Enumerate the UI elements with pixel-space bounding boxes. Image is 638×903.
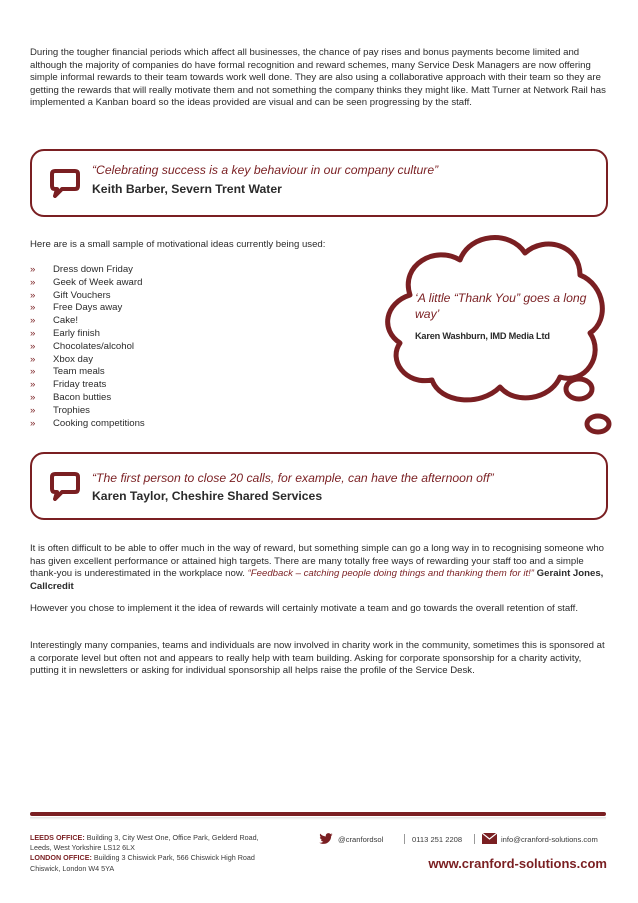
list-item-text: Friday treats <box>53 379 107 391</box>
list-item <box>30 354 145 367</box>
leeds-address-2: Leeds, West Yorkshire LS12 6LX <box>30 843 135 852</box>
quote-box-1 <box>30 149 608 217</box>
cloud-quote-author: Karen Washburn, IMD Media Ltd <box>415 331 550 341</box>
bullet-marker: » <box>30 417 36 429</box>
bullet-marker: » <box>30 353 36 365</box>
bullet-marker: » <box>30 302 36 314</box>
quote-box-2 <box>30 452 608 520</box>
list-item <box>30 264 145 277</box>
bullet-marker: » <box>30 315 36 327</box>
list-item <box>30 315 145 328</box>
charity-paragraph: Interestingly many companies, teams and individuals are now involved in charity work in the community, sometimes this is sponsored at a corporate level but often not and appears to really help with team building. Asking for corporate sponsorship for a charity activity, putting it in newsletters or asking for individual sponsorship all helps raise the profile of the Service Desk. <box>30 640 605 677</box>
list-item-text: Team meals <box>53 366 105 378</box>
quote-2-author: Karen Taylor, Cheshire Shared Services <box>92 489 323 503</box>
london-address-1: Building 3 Chiswick Park, 566 Chiswick High Road <box>93 853 255 862</box>
quote-1-text: “Celebrating success is a key behaviour in our company culture” <box>92 163 439 177</box>
twitter-bird-icon[interactable] <box>318 833 334 845</box>
leeds-address-1: Building 3, City West One, Office Park, Gelderd Road, <box>86 833 259 842</box>
list-item-text: Xbox day <box>53 353 94 365</box>
phone-number[interactable]: 0113 251 2208 <box>412 835 463 844</box>
email-link[interactable]: info@cranford-solutions.com <box>501 835 598 844</box>
list-item <box>30 366 145 379</box>
list-item <box>30 277 145 290</box>
list-item-text: Trophies <box>53 404 90 416</box>
list-item <box>30 379 145 392</box>
footer-divider <box>30 812 606 816</box>
bullet-marker: » <box>30 340 36 352</box>
envelope-icon[interactable] <box>482 833 497 844</box>
london-office-line-1 <box>30 853 255 863</box>
london-office-label: LONDON OFFICE: <box>30 853 92 862</box>
intro-paragraph: During the tougher financial periods which affect all businesses, the chance of pay rises and bonus payments become limited and although the majority of companies do have formal recognition and reward schemes, many Service Desk Managers are now offering simple informal rewards to their team towards work well done. They are also using a collaborative approach with their team so they are getting the rewards that will really motivate them and not something the company thinks they might like. Matt Turner at Network Rail has implemented a Kanban board so the ideas provided are visual and can be seen progressing by the staff. <box>30 47 606 109</box>
bullet-marker: » <box>30 327 36 339</box>
ideas-list <box>30 264 145 430</box>
speech-bubble-icon <box>50 168 80 198</box>
bullet-marker: » <box>30 391 36 403</box>
list-item-text: Early finish <box>53 327 100 339</box>
leeds-office-label: LEEDS OFFICE: <box>30 833 85 842</box>
list-item-text: Bacon butties <box>53 391 112 403</box>
list-item-text: Dress down Friday <box>53 264 133 275</box>
bullet-marker: » <box>30 379 36 391</box>
footer-separator <box>474 834 475 844</box>
list-item <box>30 405 145 418</box>
bullet-marker: » <box>30 276 36 288</box>
list-item-text: Chocolates/alcohol <box>53 340 135 352</box>
bullet-marker: » <box>30 289 36 301</box>
quote-1-author: Keith Barber, Severn Trent Water <box>92 182 282 196</box>
retention-paragraph: However you chose to implement it the idea of rewards will certainly motivate a team and go towards the overall retention of staff. <box>30 603 579 614</box>
quote-2-text: “The first person to close 20 calls, for example, can have the afternoon off” <box>92 471 494 485</box>
list-item-text: Free Days away <box>53 302 123 314</box>
bullet-marker: » <box>30 404 36 416</box>
footer-divider-shadow <box>30 817 606 820</box>
thought-cloud <box>370 215 620 440</box>
bullet-marker: » <box>30 264 36 275</box>
footer-separator <box>404 834 405 844</box>
list-item-text: Cooking competitions <box>53 417 145 429</box>
list-item-text: Cake! <box>53 315 79 327</box>
cloud-quote-text: ‘A little “Thank You” goes a long way’ <box>415 291 587 321</box>
list-item <box>30 302 145 315</box>
list-item <box>30 328 145 341</box>
reward-paragraph <box>30 543 608 593</box>
feedback-quote: “Feedback – catching people doing things and thanking them for it!” <box>247 568 534 580</box>
reward-paragraph-text: It is often difficult to be able to offer much in the way of reward, but something simple can go a long way in to recognising someone who has given excellent performance or attained high targets. There are many totally free ways of rewarding your staff too and a simple thank-you is underestimated in the workplace now. <box>30 543 604 580</box>
feedback-attribution: Geraint Jones, Callcredit <box>30 568 604 592</box>
website-link[interactable]: www.cranford-solutions.com <box>428 856 607 871</box>
list-item <box>30 341 145 354</box>
list-item <box>30 392 145 405</box>
london-address-2: Chiswick, London W4 5YA <box>30 864 115 873</box>
twitter-handle[interactable]: @cranfordsol <box>338 835 384 844</box>
list-item <box>30 418 145 431</box>
bullet-marker: » <box>30 366 36 378</box>
list-item <box>30 290 145 303</box>
speech-bubble-icon <box>50 471 80 501</box>
leeds-office-line-1 <box>30 833 259 843</box>
list-item-text: Geek of Week award <box>53 276 143 288</box>
list-item-text: Gift Vouchers <box>53 289 111 301</box>
ideas-intro: Here are is a small sample of motivational ideas currently being used: <box>30 239 326 250</box>
